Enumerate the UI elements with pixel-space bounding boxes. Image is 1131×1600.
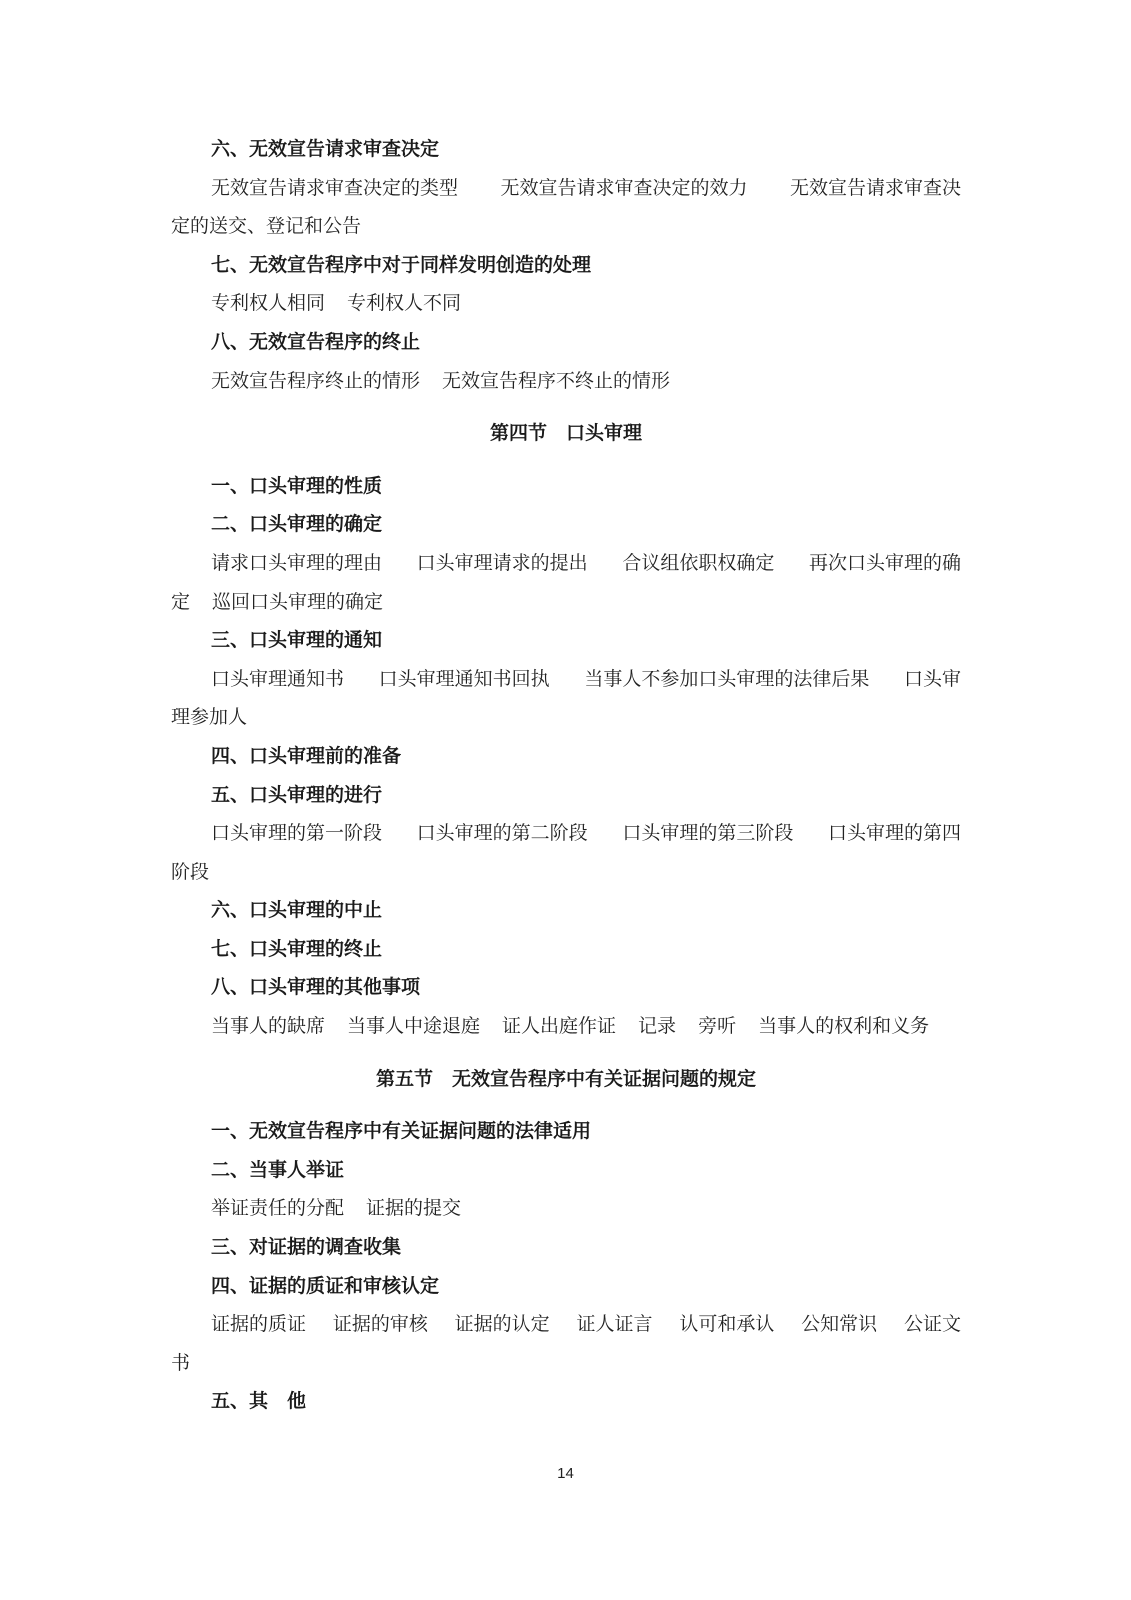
paragraph-s4-5-cont	[171, 853, 961, 892]
heading-s4-7: 七、口头审理的终止	[211, 937, 383, 960]
list-item: 定	[171, 590, 191, 613]
paragraph-s3-7	[171, 284, 961, 323]
list-item: 公证文	[903, 1313, 961, 1336]
heading-s4-3: 三、口头审理的通知	[211, 629, 383, 652]
list-item: 证据的提交	[366, 1197, 462, 1220]
list-item: 口头审理通知书	[211, 667, 345, 690]
paragraph-s3-8	[171, 362, 961, 401]
paragraph-s4-2	[171, 544, 961, 583]
list-item: 无效宣告程序终止的情形	[211, 369, 421, 392]
list-item: 专利权人相同	[211, 292, 326, 315]
heading-s4-5: 五、口头审理的进行	[211, 783, 383, 806]
list-item: 阶段	[171, 860, 210, 883]
list-item: 巡回口头审理的确定	[212, 590, 384, 613]
heading-s4-8: 八、口头审理的其他事项	[211, 976, 421, 999]
list-item: 理参加人	[171, 706, 248, 729]
paragraph-s5-4	[171, 1305, 961, 1344]
list-item: 请求口头审理的理由	[211, 551, 383, 574]
list-item: 口头审理请求的提出	[416, 551, 588, 574]
list-item: 举证责任的分配	[211, 1197, 345, 1220]
paragraph-s3-6	[171, 169, 961, 208]
heading-s3-6: 六、无效宣告请求审查决定	[211, 138, 440, 160]
paragraph-s4-3	[171, 660, 961, 699]
list-item: 合议组依职权确定	[622, 551, 775, 574]
list-item: 无效宣告请求审查决定的效力	[500, 176, 748, 199]
page-number: 14	[557, 1465, 574, 1482]
list-item: 证据的认定	[454, 1313, 550, 1336]
list-item: 记录	[638, 1015, 677, 1038]
section-title-4: 第四节 口头审理	[489, 422, 642, 445]
heading-s4-6: 六、口头审理的中止	[211, 899, 383, 922]
list-item: 当事人不参加口头审理的法律后果	[584, 667, 870, 690]
list-item: 再次口头审理的确	[808, 551, 961, 574]
list-item: 专利权人不同	[347, 292, 462, 315]
heading-s4-2: 二、口头审理的确定	[211, 513, 383, 536]
heading-s4-4: 四、口头审理前的准备	[211, 744, 402, 767]
heading-s5-4: 四、证据的质证和审核认定	[211, 1274, 440, 1297]
heading-s5-5: 五、其 他	[211, 1390, 307, 1413]
list-item: 当事人的权利和义务	[758, 1015, 930, 1038]
heading-s4-1: 一、口头审理的性质	[211, 474, 383, 497]
list-item: 证据的质证	[211, 1313, 307, 1336]
list-item: 证人出庭作证	[502, 1015, 617, 1038]
list-item: 口头审理的第一阶段	[211, 822, 383, 845]
document-page	[171, 130, 961, 1421]
list-item: 口头审	[903, 667, 961, 690]
heading-s5-1: 一、无效宣告程序中有关证据问题的法律适用	[211, 1120, 592, 1143]
list-item: 证人证言	[576, 1313, 653, 1336]
list-item: 无效宣告请求审查决	[789, 176, 961, 199]
list-item: 旁听	[698, 1015, 737, 1038]
list-item: 口头审理的第四	[827, 822, 961, 845]
list-item: 当事人中途退庭	[347, 1015, 481, 1038]
heading-s3-8: 八、无效宣告程序的终止	[211, 330, 421, 353]
paragraph-s3-6-cont	[171, 207, 961, 246]
list-item: 书	[171, 1351, 191, 1374]
paragraph-s4-8	[171, 1007, 961, 1046]
list-item: 口头审理通知书回执	[378, 667, 550, 690]
list-item: 认可和承认	[679, 1313, 775, 1336]
section-title-5: 第五节 无效宣告程序中有关证据问题的规定	[375, 1067, 756, 1090]
paragraph-s5-4-cont	[171, 1344, 961, 1383]
list-item: 无效宣告程序不终止的情形	[442, 369, 671, 392]
list-item: 口头审理的第二阶段	[416, 822, 588, 845]
heading-s5-3: 三、对证据的调查收集	[211, 1236, 402, 1259]
list-item: 定的送交、登记和公告	[171, 215, 362, 238]
paragraph-s4-2-cont	[171, 583, 961, 622]
list-item: 无效宣告请求审查决定的类型	[211, 176, 459, 199]
paragraph-s4-3-cont	[171, 698, 961, 737]
paragraph-s4-5	[171, 814, 961, 853]
list-item: 公知常识	[801, 1313, 878, 1336]
list-item: 口头审理的第三阶段	[622, 822, 794, 845]
heading-s5-2: 二、当事人举证	[211, 1158, 345, 1181]
paragraph-s5-2	[171, 1189, 961, 1228]
heading-s3-7: 七、无效宣告程序中对于同样发明创造的处理	[211, 253, 592, 276]
list-item: 证据的审核	[332, 1313, 428, 1336]
list-item: 当事人的缺席	[211, 1015, 326, 1038]
